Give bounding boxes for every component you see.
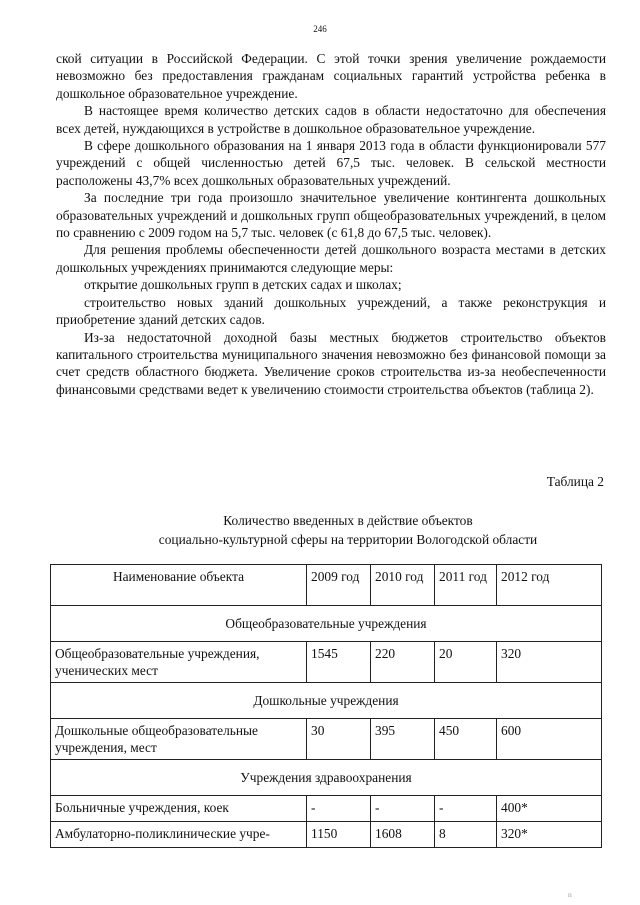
table-label: Таблица 2 (546, 474, 604, 489)
paragraph: Из-за недостаточной доходной базы местных бюджетов строительство объектов капитального строительства муниципального значения невозможно без финансовой помощи за счет средств областного бюджета. Увеличение сроков строительства из-за необеспеченности финансовыми средствами ведет к увеличению стоимости строительства объектов (таблица 2). (56, 329, 606, 397)
table-cell: Больничные учреждения, коек (51, 796, 307, 822)
header-cell: 2010 год (371, 565, 435, 606)
table-cell: Общеобразовательные учреждения, ученических мест (51, 642, 307, 683)
section-title: Общеобразовательные учреждения (51, 606, 602, 642)
table-row (51, 642, 602, 683)
table-header-row (51, 565, 602, 606)
table-cell: - (435, 796, 497, 822)
table-cell: 450 (435, 719, 497, 760)
table-row (51, 719, 602, 760)
header-cell: 2009 год (307, 565, 371, 606)
paragraph: За последние три года произошло значительное увеличение контингента дошкольных образовательных учреждений и дошкольных групп общеобразовательных учреждений, в целом по сравнению с 2009 годом на 5,7 тыс. человек (с 61,8 до 67,5 тыс. человек). (56, 190, 606, 241)
table-cell: 8 (435, 822, 497, 848)
table-row (51, 822, 602, 848)
section-row (51, 760, 602, 796)
header-cell: Наименование объекта (51, 565, 307, 606)
table-cell: 395 (371, 719, 435, 760)
paragraph: В сфере дошкольного образования на 1 января 2013 года в области функционировали 577 учреждений с общей численностью детей 67,5 тыс. человек. В сельской местности расположены 43,7% всех дошкольных образовательных учреждений. (56, 138, 606, 188)
table-cell: 400* (497, 796, 602, 822)
table-cell: 20 (435, 642, 497, 683)
table-caption (108, 511, 588, 549)
table-cell: Дошкольные общеобразовательные учреждения, мест (51, 719, 307, 760)
list-item: строительство новых зданий дошкольных учреждений, а также реконструкция и приобретение зданий детских садов. (56, 294, 606, 328)
section-row (51, 606, 602, 642)
page-number: 246 (313, 24, 327, 34)
section-row (51, 683, 602, 719)
paragraph: В настоящее время количество детских садов в области недостаточно для обеспечения всех детей, нуждающихся в устройстве в дошкольное образовательное учреждение. (56, 103, 606, 136)
table-cell: 1608 (371, 822, 435, 848)
table-cell: 1545 (307, 642, 371, 683)
header-cell: 2012 год (497, 565, 602, 606)
data-table (50, 564, 602, 848)
table-cell: - (307, 796, 371, 822)
table-caption-line: Количество введенных в действие объектов (223, 513, 473, 528)
body-text (56, 50, 606, 398)
section-title: Дошкольные учреждения (51, 683, 602, 719)
table-row (51, 796, 602, 822)
table-cell: 1150 (307, 822, 371, 848)
header-cell: 2011 год (435, 565, 497, 606)
table-cell: 600 (497, 719, 602, 760)
section-title: Учреждения здравоохранения (51, 760, 602, 796)
table-cell: Амбулаторно-поликлинические учре- (51, 822, 307, 848)
table-cell: 320 (497, 642, 602, 683)
table-cell: 320* (497, 822, 602, 848)
table-cell: - (371, 796, 435, 822)
table-cell: 220 (371, 642, 435, 683)
paragraph: Для решения проблемы обеспеченности детей дошкольного возраста местами в детских дошкольных учреждениях принимаются следующие меры: (56, 242, 606, 275)
table-caption-line: социально-культурной сферы на территории Вологодской области (158, 532, 538, 547)
paragraph: ской ситуации в Российской Федерации. С этой точки зрения увеличение рождаемости невозможно без предоставления гражданам социальных гарантий устройства ребенка в дошкольное образовательное учреждение. (56, 51, 606, 101)
table-cell: 30 (307, 719, 371, 760)
scan-mark: п (568, 891, 572, 899)
list-item: открытие дошкольных групп в детских садах и школах; (84, 277, 402, 293)
